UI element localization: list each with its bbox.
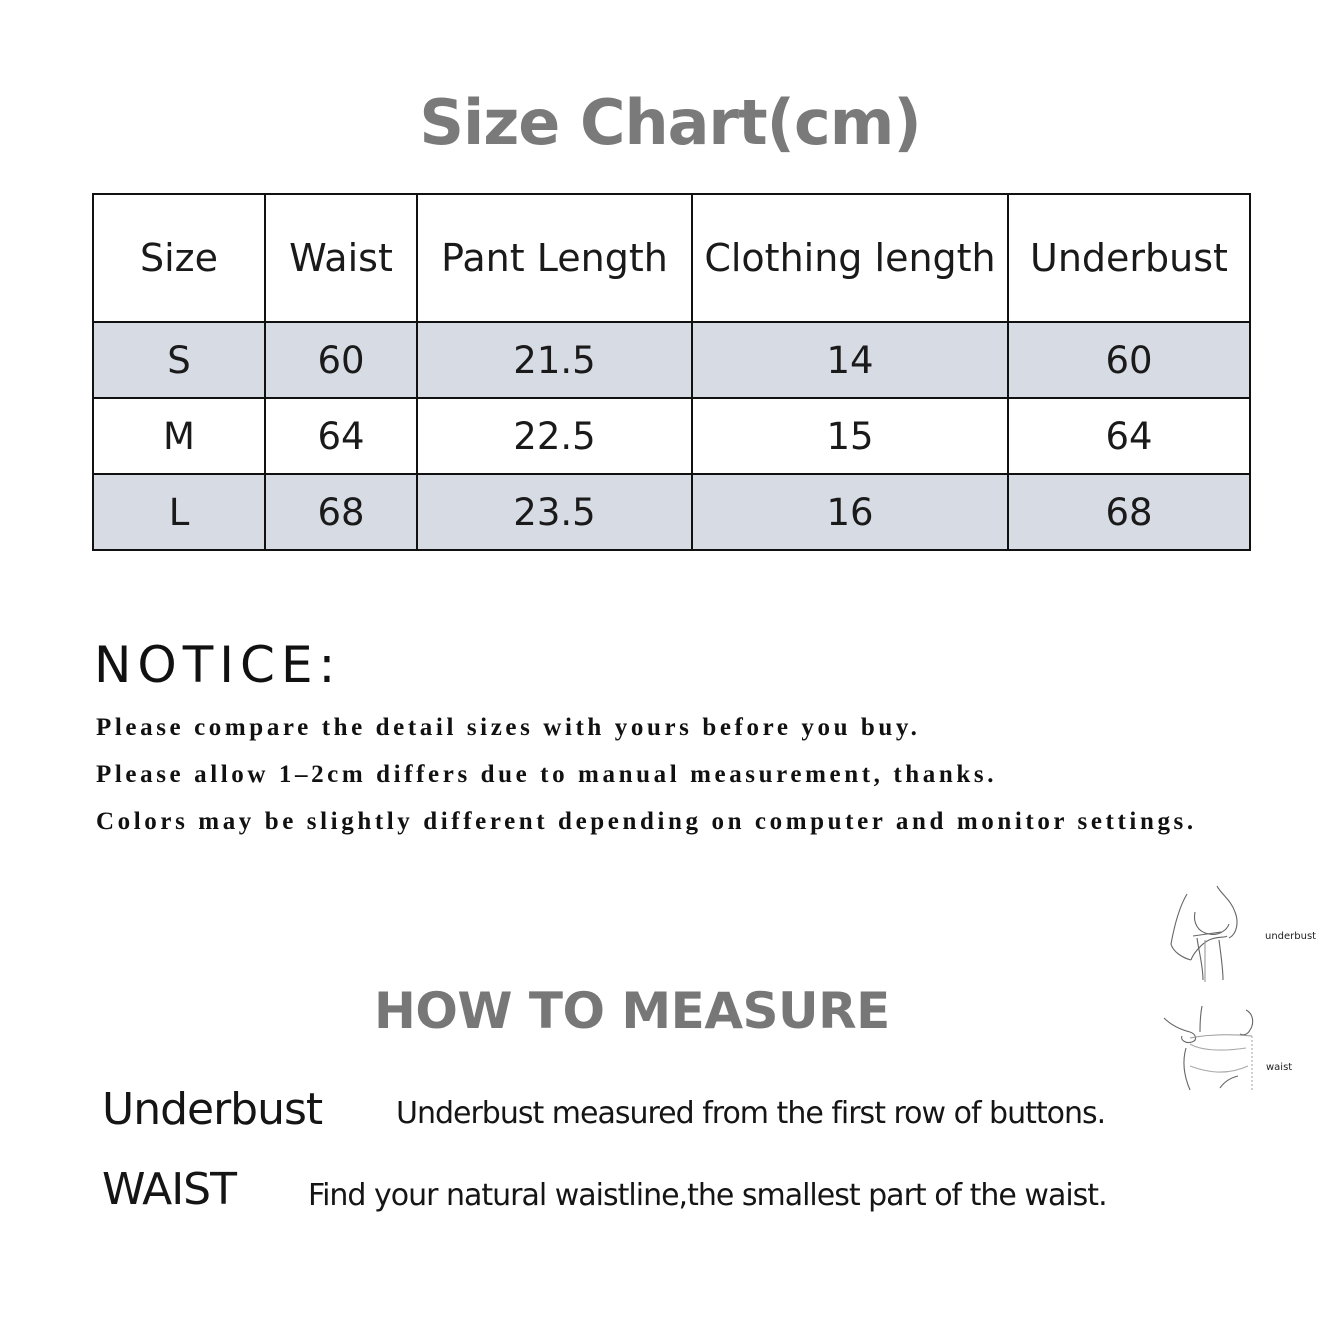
- cell-clothing-length: 15: [692, 398, 1008, 474]
- notice-line: Colors may be slightly different depending on computer and monitor settings.: [96, 808, 1197, 835]
- cell-pant-length: 21.5: [417, 322, 692, 398]
- notice-line: Please allow 1–2cm differs due to manual measurement, thanks.: [96, 761, 998, 788]
- column-header-clothing-length: Clothing length: [692, 194, 1008, 322]
- notice-line: Please compare the detail sizes with yours before you buy.: [96, 714, 921, 741]
- cell-waist: 60: [265, 322, 417, 398]
- measure-label-waist: WAIST: [102, 1164, 236, 1215]
- waist-figure-label: waist: [1266, 1062, 1293, 1073]
- cell-pant-length: 23.5: [417, 474, 692, 550]
- cell-underbust: 68: [1008, 474, 1250, 550]
- measure-label-underbust: Underbust: [102, 1084, 323, 1135]
- cell-waist: 64: [265, 398, 417, 474]
- table-row: [93, 474, 1250, 550]
- column-header-size: Size: [93, 194, 265, 322]
- cell-pant-length: 22.5: [417, 398, 692, 474]
- underbust-measure-icon: [1165, 882, 1265, 982]
- size-chart-table: [92, 193, 1251, 551]
- cell-size: S: [93, 322, 265, 398]
- column-header-pant-length: Pant Length: [417, 194, 692, 322]
- underbust-figure-label: underbust: [1265, 931, 1317, 942]
- column-header-waist: Waist: [265, 194, 417, 322]
- cell-clothing-length: 14: [692, 322, 1008, 398]
- table-row: [93, 322, 1250, 398]
- measure-description-underbust: Underbust measured from the first row of buttons.: [396, 1096, 1106, 1131]
- cell-size: L: [93, 474, 265, 550]
- cell-clothing-length: 16: [692, 474, 1008, 550]
- notice-heading: NOTICE:: [94, 636, 342, 694]
- table-header-row: [93, 194, 1250, 322]
- cell-underbust: 64: [1008, 398, 1250, 474]
- cell-waist: 68: [265, 474, 417, 550]
- table-row: [93, 398, 1250, 474]
- cell-size: M: [93, 398, 265, 474]
- how-to-measure-heading: HOW TO MEASURE: [374, 982, 890, 1040]
- measure-description-waist: Find your natural waistline,the smallest part of the waist.: [308, 1178, 1107, 1213]
- column-header-underbust: Underbust: [1008, 194, 1250, 322]
- page-title: Size Chart(cm): [419, 86, 921, 159]
- cell-underbust: 60: [1008, 322, 1250, 398]
- waist-measure-icon: [1160, 1004, 1265, 1094]
